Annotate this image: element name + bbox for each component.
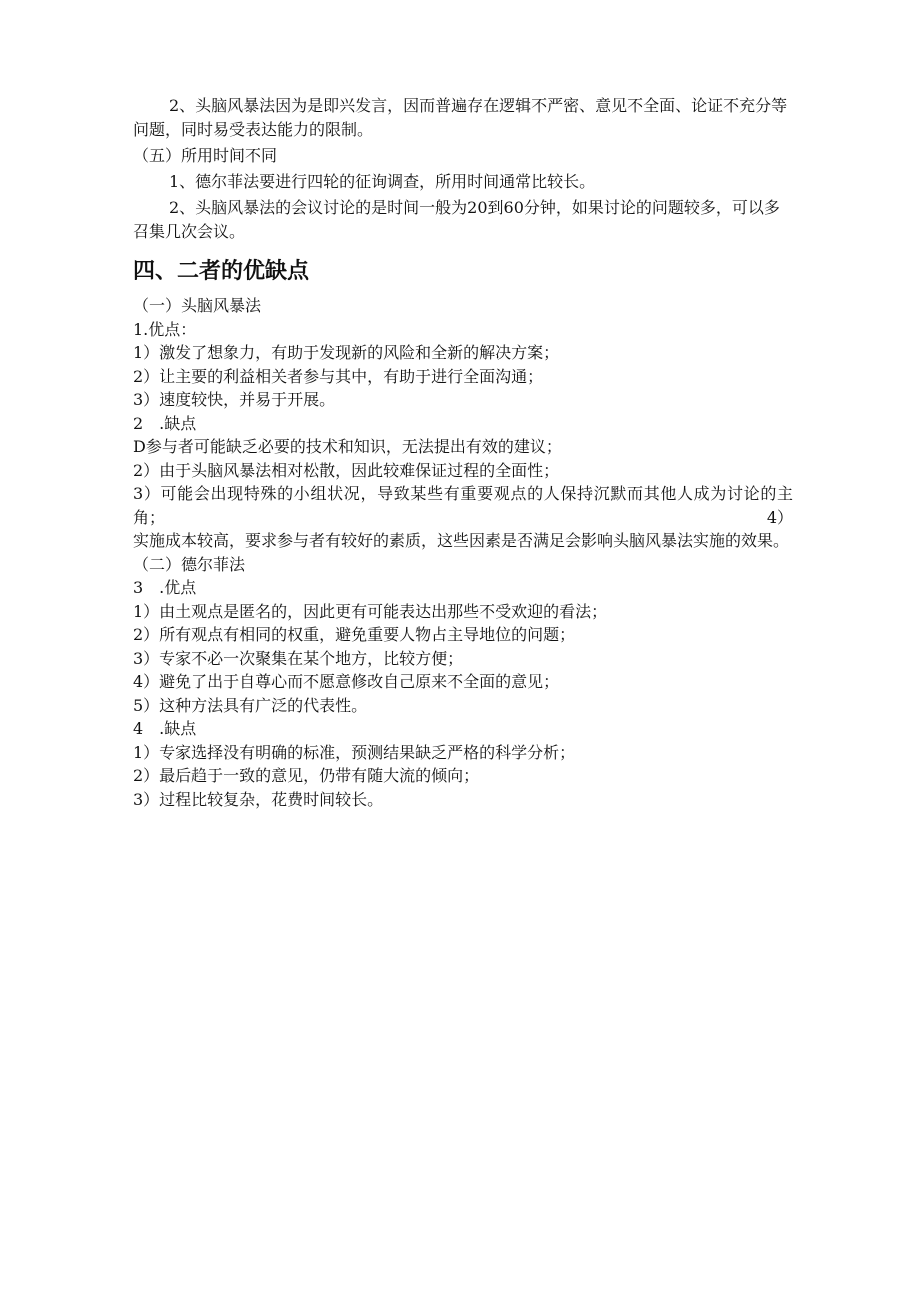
paragraph-delphi-time: 1、德尔菲法要进行四轮的征询调查，所用时间通常比较长。 bbox=[169, 172, 596, 191]
brainstorm-con-item bbox=[133, 482, 793, 529]
delphi-pro-item: 1）由土观点是匿名的，因此更有可能表达出那些不受欢迎的看法； bbox=[133, 601, 608, 621]
brainstorm-con-item: 2）由于头脑风暴法相对松散，因此较难保证过程的全面性； bbox=[133, 460, 560, 480]
delphi-con-item: 1）专家选择没有明确的标准，预测结果缺乏严格的科学分析； bbox=[133, 742, 576, 762]
brainstorm-title: （一）头脑风暴法 bbox=[133, 296, 262, 315]
delphi-con-item: 2）最后趋于一致的意见，仍带有随大流的倾向； bbox=[133, 766, 480, 785]
delphi-title: （二）德尔菲法 bbox=[133, 554, 246, 574]
delphi-pro-item: 3）专家不必一次聚集在某个地方，比较方便； bbox=[133, 648, 464, 668]
delphi-pros-label: 3 .优点 bbox=[133, 578, 197, 597]
brainstorm-cons-label: 2 .缺点 bbox=[133, 413, 197, 433]
brainstorm-pro-item: 2）让主要的利益相关者参与其中，有助于进行全面沟通； bbox=[133, 366, 544, 386]
brainstorm-pro-item: 1）激发了想象力，有助于发现新的风险和全新的解决方案； bbox=[133, 343, 560, 362]
brainstorm-pros-label: 1.优点： bbox=[133, 319, 197, 339]
subsection-time-difference: （五）所用时间不同 bbox=[133, 146, 278, 165]
section-heading-pros-cons: 四、二者的优缺点 bbox=[133, 258, 310, 284]
document-page bbox=[133, 94, 793, 811]
delphi-pro-item: 4）避免了出于自尊心而不愿意修改自己原来不全面的意见； bbox=[133, 672, 560, 691]
delphi-con-item: 3）过程比较复杂，花费时间较长。 bbox=[133, 789, 384, 809]
paragraph-brainstorm-time: 2、头脑风暴法的会议讨论的是时间一般为20到60分钟，如果讨论的问题较多，可以多召集几次会议。 bbox=[133, 198, 780, 241]
brainstorm-con-item-number: 4） bbox=[766, 507, 793, 527]
delphi-pro-item: 2）所有观点有相同的权重，避免重要人物占主导地位的问题； bbox=[133, 625, 576, 644]
brainstorm-con-item: 实施成本较高，要求参与者有较好的素质，这些因素是否满足会影响头脑风暴法实施的效果。 bbox=[133, 531, 790, 550]
brainstorm-con-item-text: 3）可能会出现特殊的小组状况，导致某些有重要观点的人保持沉默而其他人成为讨论的主角； bbox=[133, 484, 793, 527]
delphi-cons-label: 4 .缺点 bbox=[133, 719, 197, 738]
brainstorm-con-item: D参与者可能缺乏必要的技术和知识，无法提出有效的建议； bbox=[133, 437, 562, 456]
paragraph-brainstorm-logic: 2、头脑风暴法因为是即兴发言，因而普遍存在逻辑不严密、意见不全面、论证不充分等问题，同时易受表达能力的限制。 bbox=[133, 96, 788, 139]
delphi-pro-item: 5）这种方法具有广泛的代表性。 bbox=[133, 695, 368, 715]
brainstorm-pro-item: 3）速度较快，并易于开展。 bbox=[133, 390, 336, 409]
